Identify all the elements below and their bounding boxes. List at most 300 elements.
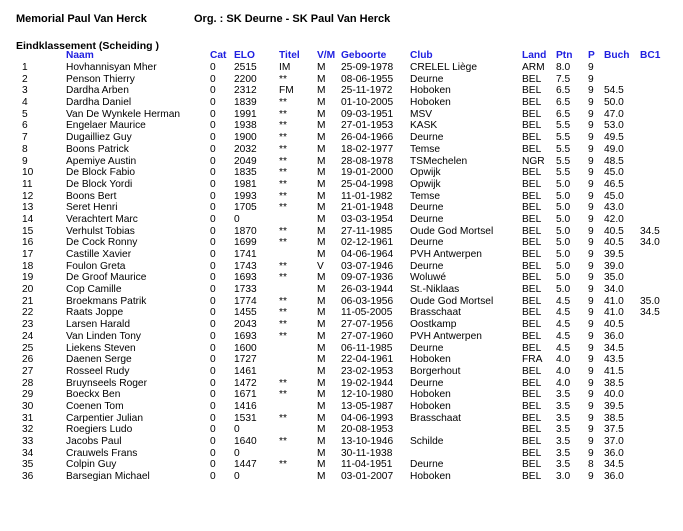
cell-vm: M [317,249,326,260]
cell-cat: 0 [210,237,216,249]
cell-land: BEL [522,249,542,260]
cell-bc1: 35.0 [640,295,660,307]
cell-nr: 11 [22,178,33,190]
cell-nr: 24 [22,330,34,342]
cell-naam: Seret Henri [66,202,118,214]
col-header-ptn: Ptn [556,50,573,62]
cell-cat: 0 [210,97,216,109]
cell-ptn: 3.5 [556,436,571,447]
cell-elo: 1741 [234,249,257,260]
cell-land: BEL [522,213,542,225]
cell-club: Deurne [410,132,444,144]
cell-nr: 27 [22,365,34,377]
cell-nr: 29 [22,389,34,401]
cell-ptn: 5.0 [556,178,571,190]
cell-titel: ** [279,108,287,120]
cell-naam: Dardha Arben [66,85,129,97]
cell-land: BEL [522,295,542,307]
cell-elo: 1870 [234,225,257,237]
cell-buch: 38.5 [604,377,624,389]
cell-land: BEL [522,319,542,331]
cell-p: 9 [588,73,594,85]
cell-ptn: 7.5 [556,73,571,85]
cell-land: BEL [522,330,542,342]
cell-titel [279,471,317,483]
cell-p: 9 [588,471,594,483]
cell-vm: M [317,424,326,436]
cell-ptn: 5.0 [556,225,571,237]
cell-elo: 1699 [234,237,257,249]
cell-land: ARM [522,62,545,73]
cell-geboorte: 27-07-1960 [341,330,394,342]
table-row [16,389,670,401]
cell-club: Deurne [410,237,444,249]
cell-land: BEL [522,471,542,483]
cell-cat: 0 [210,108,216,120]
cell-p: 9 [588,213,594,225]
cell-bc1 [640,331,670,343]
table-row [16,319,670,331]
cell-land: BEL [522,260,542,272]
cell-naam: Verachtert Marc [66,213,138,225]
col-header-buch: Buch [604,50,630,62]
cell-cat: 0 [210,307,216,319]
cell-vm: M [317,120,326,132]
section-title: Eindklassement (Scheiding ) [16,40,159,52]
cell-buch: 50.0 [604,97,624,109]
cell-titel: ** [279,225,287,237]
cell-ptn: 3.5 [556,459,571,471]
cell-cat: 0 [210,295,216,307]
cell-naam: Larsen Harald [66,319,130,331]
cell-land: BEL [522,284,542,296]
cell-buch: 36.0 [604,447,624,459]
cell-titel [279,284,317,296]
table-row [16,343,670,355]
cell-naam: Liekens Steven [66,342,136,354]
cell-titel: ** [279,307,287,319]
cell-titel: ** [279,319,287,331]
cell-titel: ** [279,272,287,284]
cell-cat: 0 [210,62,216,73]
cell-nr: 22 [22,307,34,319]
cell-ptn: 5.5 [556,132,571,144]
cell-ptn: 4.0 [556,377,571,389]
cell-vm: M [317,319,326,331]
cell-naam: Rosseel Rudy [66,365,130,377]
cell-club: Deurne [410,260,444,272]
cell-titel: ** [279,178,287,190]
cell-ptn: 5.0 [556,237,571,249]
cell-geboorte: 27-11-1985 [341,225,393,237]
cell-nr: 15 [22,225,34,237]
cell-land: BEL [522,108,542,120]
cell-buch [604,74,640,86]
cell-bc1 [640,424,670,436]
cell-titel [279,343,317,355]
cell-buch: 40.5 [604,237,624,249]
cell-naam: Boons Bert [66,190,117,202]
cell-elo: 1640 [234,436,257,447]
cell-titel [279,424,317,436]
cell-naam: Carpentier Julian [66,412,144,424]
cell-buch: 48.5 [604,155,624,167]
cell-land: BEL [522,202,542,214]
cell-vm: M [317,202,326,214]
cell-geboorte: 09-03-1951 [341,108,394,120]
cell-buch: 40.0 [604,389,624,401]
cell-naam: Castille Xavier [66,249,132,260]
cell-p: 9 [588,400,594,412]
cell-geboorte: 25-09-1978 [341,62,394,73]
cell-geboorte: 04-06-1964 [341,249,394,260]
cell-naam: Van Linden Tony [66,330,141,342]
cell-nr: 5 [22,108,28,120]
cell-buch: 36.0 [604,471,624,483]
cell-club: Deurne [410,459,444,471]
cell-nr: 32 [22,424,34,436]
cell-ptn: 3.5 [556,389,571,401]
cell-vm: M [317,85,326,97]
cell-geboorte: 04-06-1993 [341,412,394,424]
cell-nr: 8 [22,143,28,155]
cell-ptn: 5.0 [556,202,571,214]
cell-naam: Daenen Serge [66,354,132,366]
table-row [16,424,670,436]
cell-bc1 [640,191,670,203]
cell-ptn: 5.5 [556,167,571,179]
cell-nr: 13 [22,202,34,214]
cell-nr: 34 [22,447,34,459]
table-row [16,366,670,378]
cell-elo: 1472 [234,377,257,389]
cell-club: Oude God Mortsel [410,225,494,237]
cell-buch: 49.0 [604,143,624,155]
table-row [16,448,670,460]
cell-buch: 37.0 [604,436,624,447]
cell-cat: 0 [210,132,216,144]
cell-club: Hoboken [410,85,451,97]
cell-p: 9 [588,155,594,167]
cell-p: 9 [588,249,594,260]
cell-geboorte: 25-04-1998 [341,178,394,190]
cell-bc1 [640,74,670,86]
cell-vm: M [317,307,326,319]
cell-nr: 28 [22,377,34,389]
cell-club: Deurne [410,342,444,354]
cell-titel: ** [279,436,287,447]
table-row [16,156,670,168]
cell-bc1 [640,354,670,366]
cell-bc1 [640,97,670,109]
cell-nr: 12 [22,190,34,202]
cell-cat: 0 [210,272,216,284]
cell-geboorte: 03-03-1954 [341,213,394,225]
cell-naam: Penson Thierry [66,73,135,85]
cell-buch: 36.0 [604,330,624,342]
col-header-club: Club [410,50,433,62]
cell-naam: Coenen Tom [66,400,124,412]
cell-elo: 0 [234,424,240,436]
cell-elo: 1743 [234,260,257,272]
cell-titel: ** [279,377,287,389]
cell-land: BEL [522,120,542,132]
cell-club: Hoboken [410,471,451,483]
cell-ptn: 3.5 [556,447,571,459]
cell-geboorte: 09-07-1936 [341,272,394,284]
cell-titel [279,249,317,261]
cell-club: PVH Antwerpen [410,249,482,260]
cell-titel: ** [279,412,287,424]
cell-club: MSV [410,108,433,120]
table-header-row [16,50,670,62]
cell-buch: 47.0 [604,108,624,120]
cell-nr: 16 [22,237,34,249]
cell-elo: 0 [234,447,240,459]
cell-geboorte: 23-02-1953 [341,365,394,377]
cell-club: Schilde [410,436,444,447]
cell-bc1 [640,471,670,483]
cell-titel: ** [279,295,287,307]
cell-p: 9 [588,342,594,354]
cell-vm: M [317,354,326,366]
cell-bc1: 34.5 [640,225,660,237]
table-row [16,296,670,308]
table-row [16,74,670,86]
table-row [16,378,670,390]
cell-vm: M [317,108,326,120]
cell-p: 9 [588,97,594,109]
cell-cat: 0 [210,167,216,179]
cell-elo: 1693 [234,330,257,342]
cell-ptn: 5.0 [556,284,571,296]
cell-vm: M [317,272,326,284]
cell-buch: 38.5 [604,412,624,424]
cell-cat: 0 [210,459,216,471]
cell-nr: 3 [22,85,28,97]
cell-bc1 [640,179,670,191]
cell-bc1 [640,109,670,121]
cell-ptn: 5.5 [556,155,571,167]
cell-cat: 0 [210,436,216,447]
cell-bc1: 34.0 [640,237,660,249]
cell-land: BEL [522,377,542,389]
cell-p: 9 [588,365,594,377]
cell-cat: 0 [210,143,216,155]
cell-elo: 1455 [234,307,257,319]
cell-naam: Engelaer Maurice [66,120,146,132]
cell-titel: ** [279,73,287,85]
cell-vm: M [317,178,326,190]
cell-vm: M [317,471,326,483]
cell-elo: 1693 [234,272,257,284]
cell-land: BEL [522,424,542,436]
cell-p: 9 [588,62,594,73]
cell-geboorte: 21-01-1948 [341,202,394,214]
cell-geboorte: 28-08-1978 [341,155,394,167]
cell-p: 9 [588,354,594,366]
cell-p: 9 [588,108,594,120]
cell-bc1 [640,214,670,226]
cell-geboorte: 27-01-1953 [341,120,394,132]
cell-geboorte: 25-11-1972 [341,85,393,97]
cell-club: Hoboken [410,354,451,366]
cell-cat: 0 [210,412,216,424]
cell-naam: Crauwels Frans [66,447,138,459]
table-row [16,97,670,109]
cell-vm: M [317,342,326,354]
cell-nr: 31 [22,412,34,424]
table-row [16,109,670,121]
cell-bc1 [640,144,670,156]
cell-p: 9 [588,202,594,214]
cell-geboorte: 03-01-2007 [341,471,394,483]
table-row [16,249,670,261]
cell-cat: 0 [210,447,216,459]
cell-vm: M [317,155,326,167]
cell-p: 9 [588,424,594,436]
document-title [16,13,391,25]
table-row [16,284,670,296]
cell-titel [279,448,317,460]
cell-buch: 46.5 [604,178,624,190]
cell-p: 9 [588,412,594,424]
cell-geboorte: 26-03-1944 [341,284,394,296]
cell-naam: Jacobs Paul [66,436,122,447]
cell-nr: 7 [22,132,28,144]
cell-elo: 0 [234,471,240,483]
cell-land: BEL [522,167,542,179]
cell-naam: Bruynseels Roger [66,377,147,389]
cell-club: TSMechelen [410,155,468,167]
cell-bc1 [640,249,670,261]
table-row [16,261,670,273]
cell-land: BEL [522,178,542,190]
cell-club: Temse [410,143,441,155]
cell-land: BEL [522,459,542,471]
cell-geboorte: 22-04-1961 [341,354,394,366]
cell-bc1 [640,62,670,74]
cell-bc1 [640,261,670,273]
cell-bc1 [640,378,670,390]
cell-titel: ** [279,155,287,167]
table-row [16,132,670,144]
cell-land: BEL [522,190,542,202]
cell-vm: M [317,459,326,471]
cell-ptn: 5.0 [556,249,571,260]
cell-ptn: 4.5 [556,330,571,342]
cell-vm: M [317,447,326,459]
cell-cat: 0 [210,377,216,389]
cell-club: Hoboken [410,389,451,401]
cell-buch: 40.5 [604,319,624,331]
cell-naam: Verhulst Tobias [66,225,135,237]
cell-buch: 40.5 [604,225,624,237]
cell-vm: M [317,97,326,109]
cell-vm: M [317,167,326,179]
cell-ptn: 5.0 [556,272,571,284]
cell-cat: 0 [210,319,216,331]
cell-titel: ** [279,132,287,144]
cell-land: BEL [522,400,542,412]
cell-geboorte: 30-11-1938 [341,447,393,459]
cell-club: Temse [410,190,441,202]
cell-bc1 [640,343,670,355]
cell-buch: 37.5 [604,424,624,436]
cell-geboorte: 08-06-1955 [341,73,394,85]
cell-land: BEL [522,436,542,447]
cell-elo: 1938 [234,120,257,132]
cell-titel: ** [279,120,287,132]
cell-land: FRA [522,354,543,366]
cell-vm: M [317,412,326,424]
cell-buch [604,62,640,74]
cell-p: 9 [588,447,594,459]
cell-bc1 [640,132,670,144]
cell-naam: Boeckx Ben [66,389,121,401]
cell-naam: Broekmans Patrik [66,295,147,307]
cell-nr: 23 [22,319,34,331]
cell-geboorte: 02-12-1961 [341,237,394,249]
cell-ptn: 4.0 [556,354,571,366]
cell-geboorte: 06-03-1956 [341,295,394,307]
cell-elo: 1416 [234,400,257,412]
cell-land: BEL [522,143,542,155]
cell-naam: Foulon Greta [66,260,126,272]
cell-club: Deurne [410,213,444,225]
cell-nr: 14 [22,213,34,225]
cell-geboorte: 11-05-2005 [341,307,393,319]
cell-cat: 0 [210,471,216,483]
cell-buch: 34.5 [604,459,624,471]
cell-vm: M [317,237,326,249]
cell-elo: 2515 [234,62,257,73]
cell-vm: M [317,436,326,447]
cell-nr: 36 [22,471,34,483]
cell-bc1 [640,284,670,296]
cell-naam: De Cock Ronny [66,237,138,249]
cell-elo: 1774 [234,295,257,307]
cell-titel [279,366,317,378]
cell-geboorte: 13-05-1987 [341,400,394,412]
cell-p: 9 [588,237,594,249]
cell-geboorte: 06-11-1985 [341,342,393,354]
cell-ptn: 4.5 [556,342,571,354]
cell-p: 9 [588,143,594,155]
cell-p: 9 [588,330,594,342]
cell-club: Oostkamp [410,319,457,331]
cell-vm: M [317,190,326,202]
cell-cat: 0 [210,284,216,296]
cell-geboorte: 27-07-1956 [341,319,394,331]
col-header-bc1: BC1 [640,50,661,62]
cell-titel [279,214,317,226]
cell-buch: 41.5 [604,365,624,377]
cell-elo: 1839 [234,97,257,109]
cell-naam: Cop Camille [66,284,122,296]
cell-bc1 [640,85,670,97]
cell-land: BEL [522,365,542,377]
cell-cat: 0 [210,424,216,436]
cell-club: PVH Antwerpen [410,330,482,342]
cell-titel: ** [279,190,287,202]
cell-titel: ** [279,202,287,214]
cell-buch: 35.0 [604,272,624,284]
cell-ptn: 4.5 [556,295,571,307]
cell-p: 9 [588,120,594,132]
cell-vm: M [317,377,326,389]
cell-land: BEL [522,237,542,249]
